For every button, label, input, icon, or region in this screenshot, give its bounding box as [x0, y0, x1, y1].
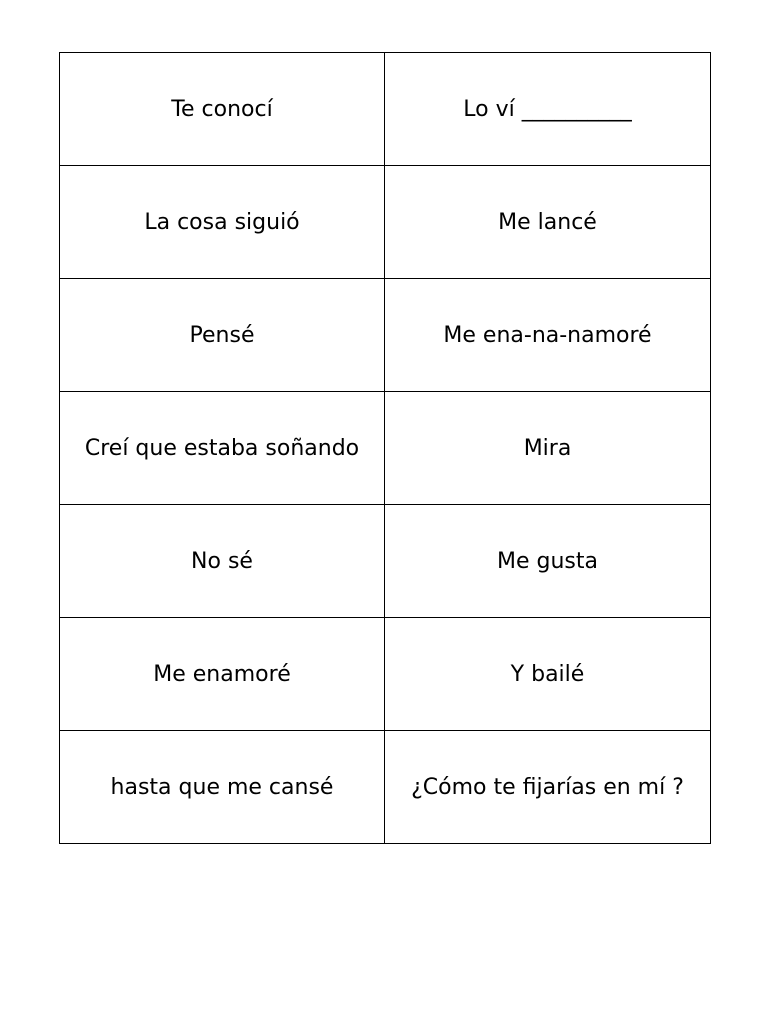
card-row — [60, 731, 711, 844]
phrase-card-grid — [59, 52, 711, 844]
phrase-card: Te conocí — [60, 53, 385, 166]
phrase-card: Creí que estaba soñando — [60, 392, 385, 505]
card-row — [60, 53, 711, 166]
card-row — [60, 392, 711, 505]
phrase-card: No sé — [60, 505, 385, 618]
phrase-card: Y bailé — [385, 618, 711, 731]
phrase-card: Pensé — [60, 279, 385, 392]
card-row — [60, 505, 711, 618]
phrase-card: Me lancé — [385, 166, 711, 279]
card-row — [60, 618, 711, 731]
phrase-card: ¿Cómo te fijarías en mí ? — [385, 731, 711, 844]
phrase-card: La cosa siguió — [60, 166, 385, 279]
phrase-card: Lo ví __________ — [385, 53, 711, 166]
card-row — [60, 166, 711, 279]
phrase-card: Mira — [385, 392, 711, 505]
phrase-card: Me enamoré — [60, 618, 385, 731]
phrase-card: hasta que me cansé — [60, 731, 385, 844]
card-row — [60, 279, 711, 392]
phrase-card: Me gusta — [385, 505, 711, 618]
phrase-card: Me ena-na-namoré — [385, 279, 711, 392]
